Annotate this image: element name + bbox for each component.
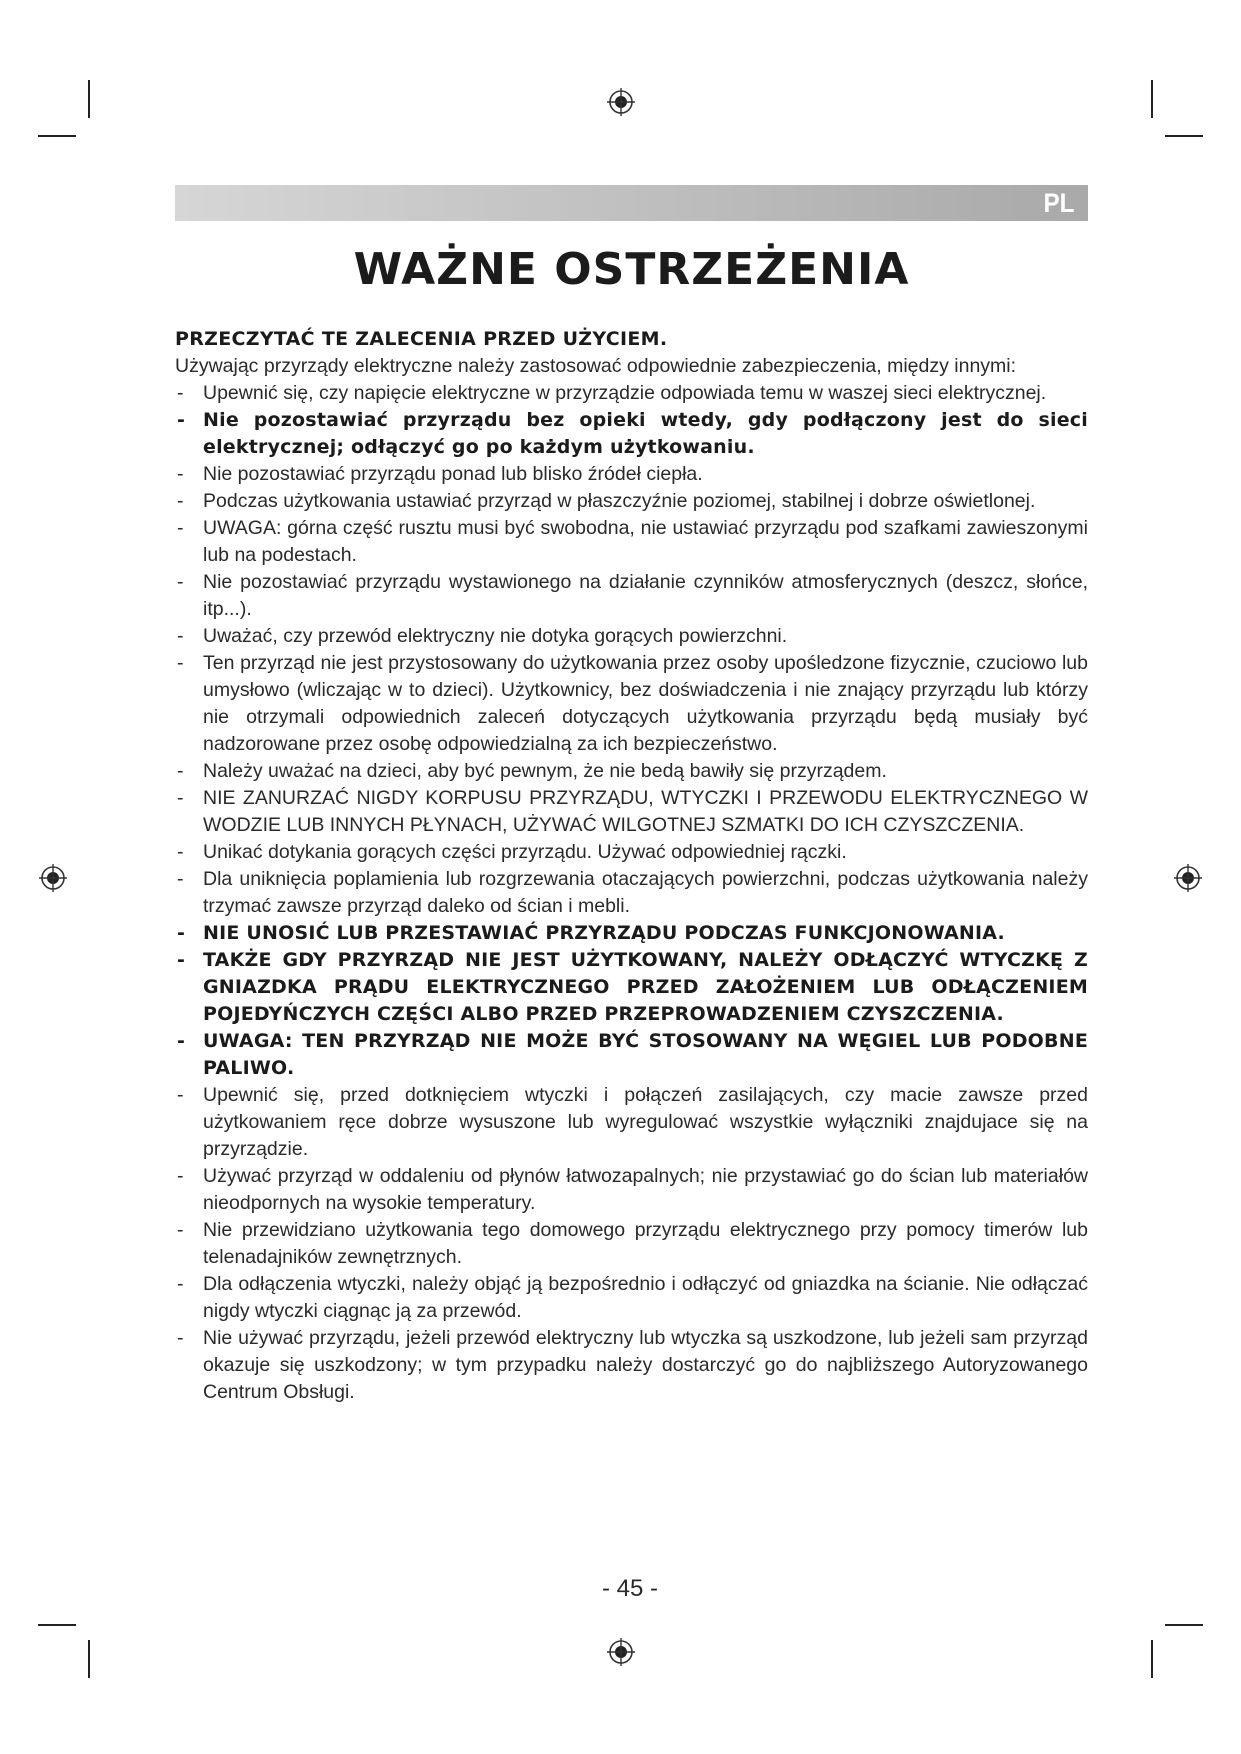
page-number: - 45 -	[601, 1575, 658, 1602]
intro-paragraph: Używając przyrządy elektryczne należy zastosować odpowiednie zabezpieczenia, między innymi:	[175, 355, 1017, 377]
warnings-list	[175, 380, 1088, 1406]
list-item: - NIE UNOSIĆ LUB PRZESTAWIAĆ PRZYRZĄDU PODCZAS FUNKCJONOWANIA.	[175, 920, 1088, 947]
registration-mark-icon	[38, 863, 68, 893]
page-title: WAŻNE OSTRZEŻENIA	[353, 244, 910, 295]
section-subheading: PRZECZYTAĆ TE ZALECENIA PRZED UŻYCIEM.	[175, 328, 668, 350]
list-item: - TAKŻE GDY PRZYRZĄD NIE JEST UŻYTKOWANY, NALEŻY ODŁĄCZYĆ WTYCZKĘ Z GNIAZDKA PRĄDU ELEKTRYCZNEGO PRZED ZAŁOŻENIEM LUB ODŁĄCZENIEM POJEDYŃCZYCH CZĘŚCI ALBO PRZED PRZEPROWADZENIEM CZYSZCZENIA.	[175, 947, 1088, 1028]
crop-mark	[38, 1624, 76, 1626]
crop-mark	[1151, 1640, 1153, 1678]
list-item: - Należy uważać na dzieci, aby być pewnym, że nie bedą bawiły się przyrządem.	[175, 758, 1088, 785]
list-item: - NIE ZANURZAĆ NIGDY KORPUSU PRZYRZĄDU, WTYCZKI I PRZEWODU ELEKTRYCZNEGO W WODZIE LUB INNYCH PŁYNACH, UŻYWAĆ WILGOTNEJ SZMATKI DO ICH CZYSZCZENIA.	[175, 785, 1088, 839]
header-bar	[175, 185, 1088, 221]
crop-mark	[38, 135, 76, 137]
language-tag: PL	[1043, 188, 1075, 218]
registration-mark-icon	[606, 1637, 636, 1667]
list-item: - Nie przewidziano użytkowania tego domowego przyrządu elektrycznego przy pomocy timerów lub telenadajników zewnętrznych.	[175, 1217, 1088, 1271]
registration-mark-icon	[1173, 863, 1203, 893]
crop-mark	[1151, 80, 1153, 118]
list-item: - Używać przyrząd w oddaleniu od płynów łatwozapalnych; nie przystawiać go do ścian lub materiałów nieodpornych na wysokie temperatury.	[175, 1163, 1088, 1217]
list-item: - Uważać, czy przewód elektryczny nie dotyka gorących powierzchni.	[175, 623, 1088, 650]
registration-mark-icon	[606, 87, 636, 117]
list-item: - Ten przyrząd nie jest przystosowany do użytkowania przez osoby upośledzone fizycznie, czuciowo lub umysłowo (wliczając w to dzieci). Użytkownicy, bez doświadczenia i nie znający przyrządu lub którzy nie otrzymali odpowiednich zaleceń dotyczących użytkowania przyrządu będą musiały być nadzorowane przez osobę odpowiedzialną za ich bezpieczeństwo.	[175, 650, 1088, 758]
crop-mark	[1165, 135, 1203, 137]
list-item: - Nie pozostawiać przyrządu bez opieki wtedy, gdy podłączony jest do sieci elektrycznej; odłączyć go po każdym użytkowaniu.	[175, 407, 1088, 461]
list-item: - Unikać dotykania gorących części przyrządu. Używać odpowiedniej rączki.	[175, 839, 1088, 866]
crop-mark	[1165, 1624, 1203, 1626]
list-item: - Dla uniknięcia poplamienia lub rozgrzewania otaczających powierzchni, podczas użytkowania należy trzymać zawsze przyrząd daleko od ścian i mebli.	[175, 866, 1088, 920]
list-item: - Dla odłączenia wtyczki, należy objąć ją bezpośrednio i odłączyć od gniazdka na ścianie. Nie odłączać nigdy wtyczki ciągnąc ją za przewód.	[175, 1271, 1088, 1325]
list-item: - Podczas użytkowania ustawiać przyrząd w płaszczyźnie poziomej, stabilnej i dobrze oświetlonej.	[175, 488, 1088, 515]
list-item: - Upewnić się, przed dotknięciem wtyczki i połączeń zasilających, czy macie zawsze przed użytkowaniem ręce dobrze wysuszone lub wyregulować wszystkie wyłączniki znajdujace się na przyrządzie.	[175, 1082, 1088, 1163]
list-item: - UWAGA: TEN PRZYRZĄD NIE MOŻE BYĆ STOSOWANY NA WĘGIEL LUB PODOBNE PALIWO.	[175, 1028, 1088, 1082]
document-body	[175, 326, 1088, 1406]
list-item: - Nie używać przyrządu, jeżeli przewód elektryczny lub wtyczka są uszkodzone, lub jeżeli sam przyrząd okazuje się uszkodzony; w tym przypadku należy dostarczyć go do najbliższego Autoryzowanego Centrum Obsługi.	[175, 1325, 1088, 1406]
crop-mark	[88, 80, 90, 118]
list-item: - UWAGA: górna część rusztu musi być swobodna, nie ustawiać przyrządu pod szafkami zawieszonymi lub na podestach.	[175, 515, 1088, 569]
crop-mark	[88, 1640, 90, 1678]
list-item: - Nie pozostawiać przyrządu wystawionego na działanie czynników atmosferycznych (deszcz, słońce, itp...).	[175, 569, 1088, 623]
list-item: - Upewnić się, czy napięcie elektryczne w przyrządzie odpowiada temu w waszej sieci elektrycznej.	[175, 380, 1088, 407]
list-item: - Nie pozostawiać przyrządu ponad lub blisko źródeł ciepła.	[175, 461, 1088, 488]
